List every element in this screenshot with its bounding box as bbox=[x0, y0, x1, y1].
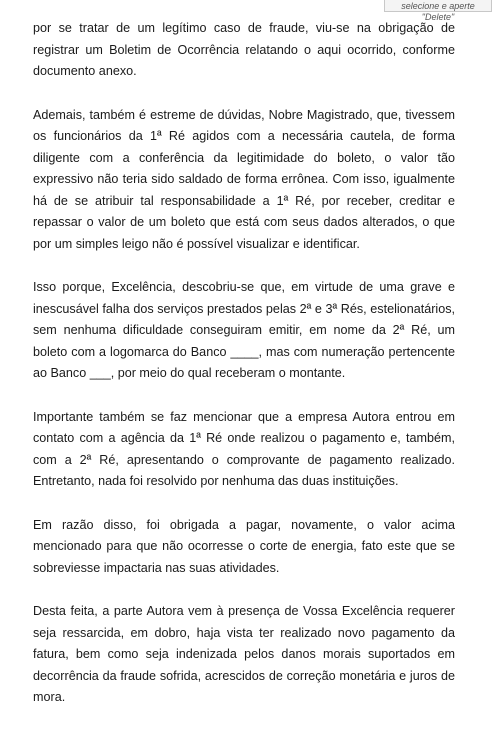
paragraph-boletim-ocorrencia: por se tratar de um legítimo caso de fraude, viu-se na obrigação de registrar um Boletim de Ocorrência relatando o aqui ocorrido, conforme documento anexo. bbox=[33, 21, 455, 78]
paragraph-contato-agencia: Importante também se faz mencionar que a empresa Autora entrou em contato com a agência da 1ª Ré onde realizou o pagamento e, também, com a 2ª Ré, apresentando o comprovante de pagamento realizado. Entretanto, nada foi resolvido por nenhuma das duas instituições. bbox=[33, 409, 455, 488]
paragraph-responsabilidade-1a-re: Ademais, também é estreme de dúvidas, Nobre Magistrado, que, tivessem os funcionários da 1ª Ré agidos com a necessária cautela, de forma diligente com a conferência da legitimidade do boleto, o valor tão expressivo não teria sido saldado de forma errônea. Com isso, igualmente há de se atribuir tal responsabilidade a 1ª Ré, por receber, creditar e repassar o valor de um boleto que está com seus dados alterados, o que por um simples leigo não é possível visualizar e identificar. bbox=[33, 107, 455, 251]
delete-hint-tooltip: selecione e aperte "Delete" bbox=[384, 0, 492, 12]
paragraph-pedido-ressarcimento: Desta feita, a parte Autora vem à presença de Vossa Excelência requerer seja ressarcida, em dobro, haja vista ter realizado novo pagamento da fatura, bem como seja indenizada pelos danos morais suportados em decorrência da fraude sofrida, acrescidos de correção monetária e juros de mora. bbox=[33, 604, 455, 704]
document-body bbox=[33, 18, 455, 731]
paragraph-novo-pagamento: Em razão disso, foi obrigada a pagar, novamente, o valor acima mencionado para que não ocorresse o corte de energia, fato este que se sobreviesse impactaria nas suas atividades. bbox=[33, 517, 455, 575]
paragraph-falha-servicos: Isso porque, Excelência, descobriu-se que, em virtude de uma grave e inescusável falha dos serviços prestados pelas 2ª e 3ª Rés, estelionatários, sem nenhuma dificuldade conseguiram emitir, em nome da 2ª Ré, um boleto com a logomarca do Banco ____, mas com numeração pertencente ao Banco ___, por meio do qual receberam o montante. bbox=[33, 280, 455, 380]
